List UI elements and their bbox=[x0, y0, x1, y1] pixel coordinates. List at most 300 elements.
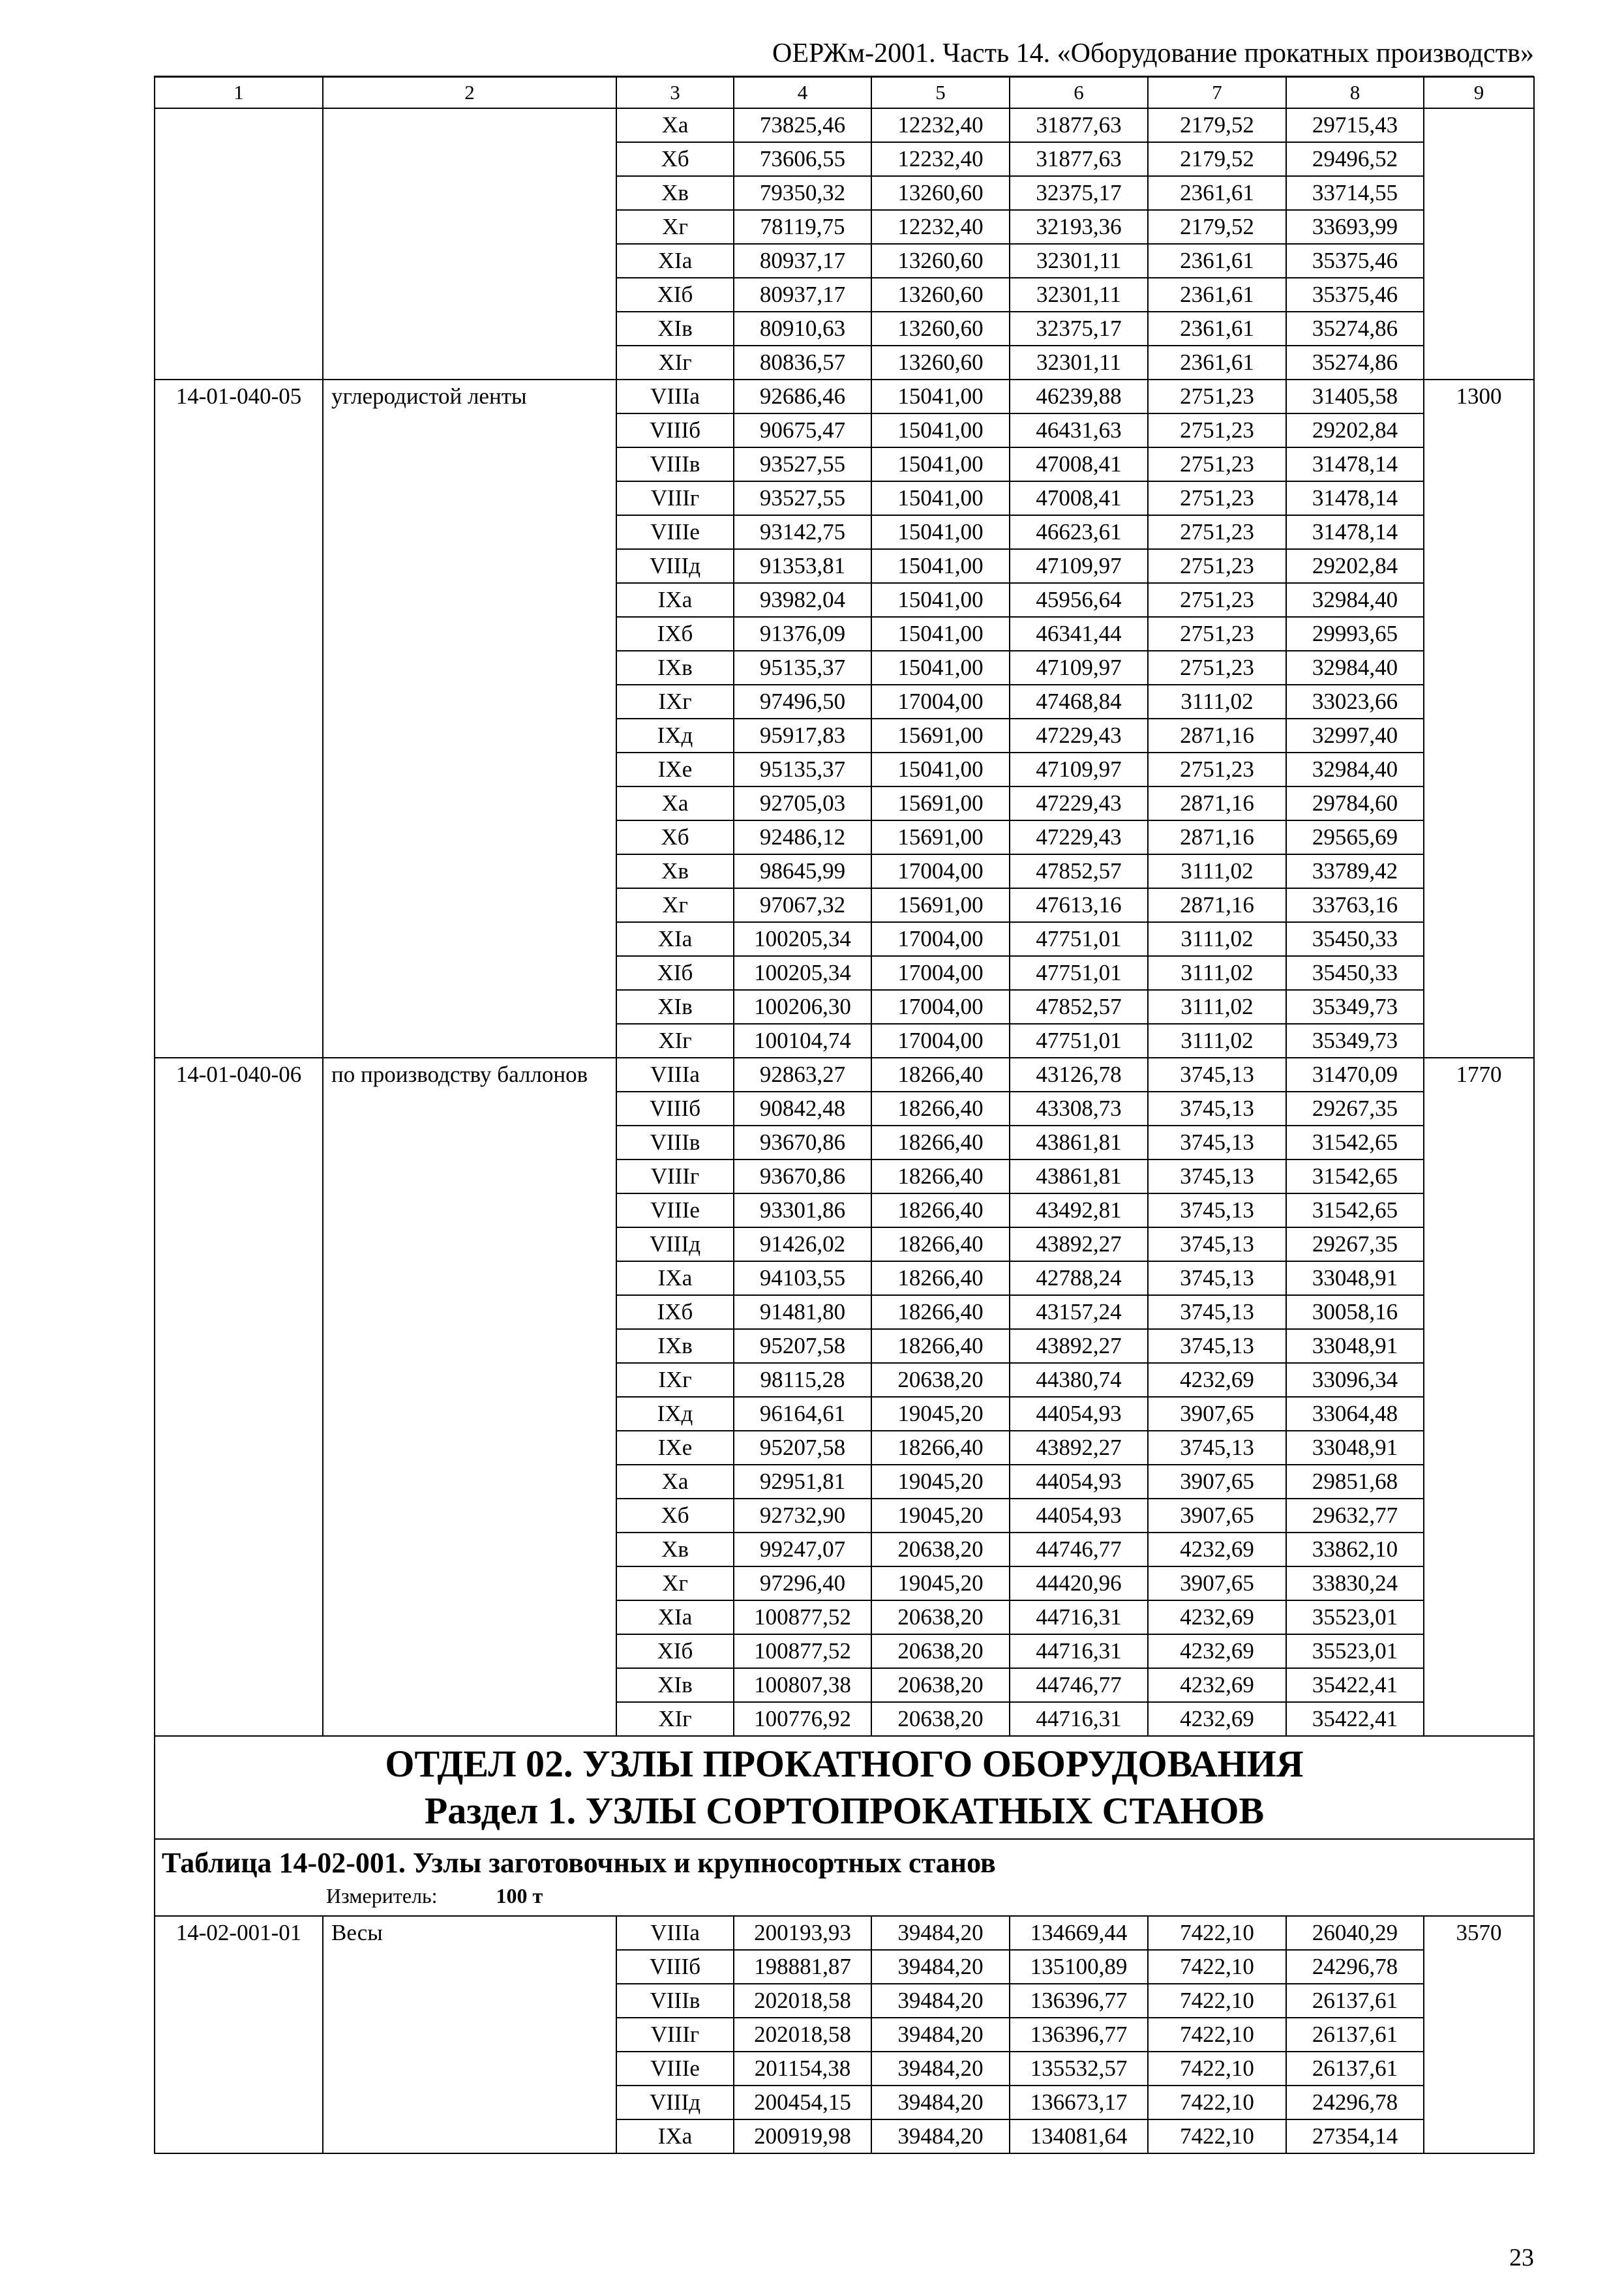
cost-value: 99247,07 bbox=[734, 1533, 871, 1566]
cost-value: 47852,57 bbox=[1010, 990, 1148, 1024]
cost-value: 92951,81 bbox=[734, 1465, 871, 1499]
cost-value: 2361,61 bbox=[1148, 346, 1286, 380]
cost-value: 29784,60 bbox=[1286, 786, 1424, 820]
cost-value: 100205,34 bbox=[734, 922, 871, 956]
cost-value: 17004,00 bbox=[871, 685, 1010, 719]
cost-value: 2751,23 bbox=[1148, 447, 1286, 481]
region-code: Xa bbox=[616, 108, 734, 142]
cost-value: 31478,14 bbox=[1286, 481, 1424, 515]
cost-value: 92486,12 bbox=[734, 820, 871, 854]
region-code: VIIIг bbox=[616, 481, 734, 515]
cost-value: 43892,27 bbox=[1010, 1431, 1148, 1465]
column-number: 7 bbox=[1148, 77, 1286, 108]
cost-value: 47008,41 bbox=[1010, 447, 1148, 481]
cost-value: 3907,65 bbox=[1148, 1499, 1286, 1533]
cost-value: 47852,57 bbox=[1010, 854, 1148, 888]
cost-value: 39484,20 bbox=[871, 2086, 1010, 2119]
cost-value: 95917,83 bbox=[734, 719, 871, 753]
cost-value: 3907,65 bbox=[1148, 1566, 1286, 1600]
cost-value: 7422,10 bbox=[1148, 2119, 1286, 2153]
cost-value: 2871,16 bbox=[1148, 820, 1286, 854]
region-code: VIIIд bbox=[616, 549, 734, 583]
table-caption-title: Таблица 14-02-001. Узлы заготовочных и крупносортных станов bbox=[162, 1847, 996, 1879]
measure-unit: 100 т bbox=[496, 1884, 543, 1908]
cost-value: 35274,86 bbox=[1286, 312, 1424, 346]
cost-value: 33023,66 bbox=[1286, 685, 1424, 719]
cost-value: 18266,40 bbox=[871, 1058, 1010, 1092]
cost-value: 20638,20 bbox=[871, 1634, 1010, 1668]
cost-value: 39484,20 bbox=[871, 2119, 1010, 2153]
region-code: IXa bbox=[616, 583, 734, 617]
cost-value: 2179,52 bbox=[1148, 210, 1286, 244]
cost-value: 2871,16 bbox=[1148, 786, 1286, 820]
region-code: Xa bbox=[616, 1465, 734, 1499]
cost-value: 100877,52 bbox=[734, 1634, 871, 1668]
cost-value: 43892,27 bbox=[1010, 1329, 1148, 1363]
cost-value: 2751,23 bbox=[1148, 583, 1286, 617]
region-code: XIб bbox=[616, 1634, 734, 1668]
table-caption-row bbox=[155, 1839, 1534, 1916]
cost-value: 95207,58 bbox=[734, 1329, 871, 1363]
cost-value: 29267,35 bbox=[1286, 1227, 1424, 1261]
cost-value: 43861,81 bbox=[1010, 1159, 1148, 1193]
column-number: 8 bbox=[1286, 77, 1424, 108]
cost-value: 31542,65 bbox=[1286, 1193, 1424, 1227]
cost-value: 4232,69 bbox=[1148, 1634, 1286, 1668]
region-code: IXд bbox=[616, 719, 734, 753]
cost-value: 44716,31 bbox=[1010, 1634, 1148, 1668]
region-code: VIIIб bbox=[616, 1950, 734, 1984]
cost-value: 15041,00 bbox=[871, 617, 1010, 651]
region-code: XIг bbox=[616, 1702, 734, 1736]
region-code: VIIIг bbox=[616, 1159, 734, 1193]
cost-value: 3111,02 bbox=[1148, 854, 1286, 888]
cost-value: 2179,52 bbox=[1148, 108, 1286, 142]
cost-value: 15041,00 bbox=[871, 753, 1010, 786]
cost-value: 97296,40 bbox=[734, 1566, 871, 1600]
cost-value: 44380,74 bbox=[1010, 1363, 1148, 1397]
cost-value: 15041,00 bbox=[871, 481, 1010, 515]
cost-value: 47751,01 bbox=[1010, 922, 1148, 956]
cost-value: 42788,24 bbox=[1010, 1261, 1148, 1295]
cost-value: 2361,61 bbox=[1148, 278, 1286, 312]
cost-value: 32984,40 bbox=[1286, 651, 1424, 685]
cost-value: 43861,81 bbox=[1010, 1126, 1148, 1159]
cost-value: 29267,35 bbox=[1286, 1092, 1424, 1126]
cost-value: 18266,40 bbox=[871, 1092, 1010, 1126]
region-code: Xв bbox=[616, 1533, 734, 1566]
region-code: VIIIe bbox=[616, 515, 734, 549]
cost-value: 90842,48 bbox=[734, 1092, 871, 1126]
region-code: IXб bbox=[616, 1295, 734, 1329]
cost-value: 134081,64 bbox=[1010, 2119, 1148, 2153]
cost-value: 100877,52 bbox=[734, 1600, 871, 1634]
cost-value: 33064,48 bbox=[1286, 1397, 1424, 1431]
cost-value: 35422,41 bbox=[1286, 1702, 1424, 1736]
column-number: 6 bbox=[1010, 77, 1148, 108]
cost-value: 46431,63 bbox=[1010, 413, 1148, 447]
cost-value: 32301,11 bbox=[1010, 244, 1148, 278]
cost-value: 95207,58 bbox=[734, 1431, 871, 1465]
labor-value: 3570 bbox=[1424, 1916, 1534, 2153]
cost-value: 95135,37 bbox=[734, 651, 871, 685]
cost-value: 20638,20 bbox=[871, 1668, 1010, 1702]
cost-value: 18266,40 bbox=[871, 1431, 1010, 1465]
cost-value: 15041,00 bbox=[871, 447, 1010, 481]
table-row bbox=[155, 108, 1534, 142]
cost-value: 29496,52 bbox=[1286, 142, 1424, 176]
cost-value: 31877,63 bbox=[1010, 108, 1148, 142]
cost-value: 2751,23 bbox=[1148, 651, 1286, 685]
cost-value: 100776,92 bbox=[734, 1702, 871, 1736]
region-code: VIIIв bbox=[616, 1984, 734, 2018]
cost-value: 44746,77 bbox=[1010, 1533, 1148, 1566]
item-name: Весы bbox=[323, 1916, 616, 2153]
region-code: XIв bbox=[616, 1668, 734, 1702]
cost-value: 35523,01 bbox=[1286, 1600, 1424, 1634]
cost-value: 78119,75 bbox=[734, 210, 871, 244]
cost-value: 31470,09 bbox=[1286, 1058, 1424, 1092]
cost-value: 44054,93 bbox=[1010, 1465, 1148, 1499]
cost-value: 30058,16 bbox=[1286, 1295, 1424, 1329]
cost-value: 7422,10 bbox=[1148, 1984, 1286, 2018]
column-number: 5 bbox=[871, 77, 1010, 108]
cost-value: 35450,33 bbox=[1286, 922, 1424, 956]
region-code: Xб bbox=[616, 820, 734, 854]
cost-value: 31478,14 bbox=[1286, 447, 1424, 481]
region-code: XIг bbox=[616, 1024, 734, 1058]
cost-value: 29202,84 bbox=[1286, 413, 1424, 447]
cost-value: 100206,30 bbox=[734, 990, 871, 1024]
cost-value: 18266,40 bbox=[871, 1261, 1010, 1295]
cost-value: 97496,50 bbox=[734, 685, 871, 719]
region-code: VIIIв bbox=[616, 447, 734, 481]
cost-value: 93142,75 bbox=[734, 515, 871, 549]
cost-value: 33048,91 bbox=[1286, 1329, 1424, 1363]
cost-value: 13260,60 bbox=[871, 346, 1010, 380]
cost-value: 29565,69 bbox=[1286, 820, 1424, 854]
cost-value: 31542,65 bbox=[1286, 1159, 1424, 1193]
region-code: IXд bbox=[616, 1397, 734, 1431]
cost-value: 80937,17 bbox=[734, 244, 871, 278]
cost-value: 202018,58 bbox=[734, 1984, 871, 2018]
cost-value: 13260,60 bbox=[871, 244, 1010, 278]
cost-value: 35375,46 bbox=[1286, 244, 1424, 278]
cost-value: 20638,20 bbox=[871, 1533, 1010, 1566]
cost-value: 43157,24 bbox=[1010, 1295, 1148, 1329]
cost-value: 93301,86 bbox=[734, 1193, 871, 1227]
cost-value: 32375,17 bbox=[1010, 312, 1148, 346]
cost-value: 32193,36 bbox=[1010, 210, 1148, 244]
cost-value: 4232,69 bbox=[1148, 1533, 1286, 1566]
cost-value: 15041,00 bbox=[871, 380, 1010, 413]
cost-value: 27354,14 bbox=[1286, 2119, 1424, 2153]
cost-value: 15041,00 bbox=[871, 583, 1010, 617]
rate-code: 14-01-040-06 bbox=[155, 1058, 323, 1736]
cost-value: 43492,81 bbox=[1010, 1193, 1148, 1227]
cost-value: 12232,40 bbox=[871, 142, 1010, 176]
cost-value: 19045,20 bbox=[871, 1499, 1010, 1533]
region-code: VIIIa bbox=[616, 1916, 734, 1950]
rates-table bbox=[154, 76, 1535, 2154]
region-code: IXб bbox=[616, 617, 734, 651]
cost-value: 4232,69 bbox=[1148, 1702, 1286, 1736]
cost-value: 29851,68 bbox=[1286, 1465, 1424, 1499]
region-code: IXe bbox=[616, 1431, 734, 1465]
cost-value: 18266,40 bbox=[871, 1295, 1010, 1329]
measure-line bbox=[155, 1883, 1533, 1909]
cost-value: 100104,74 bbox=[734, 1024, 871, 1058]
cost-value: 92863,27 bbox=[734, 1058, 871, 1092]
cost-value: 3745,13 bbox=[1148, 1261, 1286, 1295]
cost-value: 4232,69 bbox=[1148, 1363, 1286, 1397]
cost-value: 200454,15 bbox=[734, 2086, 871, 2119]
cost-value: 33714,55 bbox=[1286, 176, 1424, 210]
cost-value: 3111,02 bbox=[1148, 922, 1286, 956]
region-code: VIIIa bbox=[616, 380, 734, 413]
cost-value: 19045,20 bbox=[871, 1397, 1010, 1431]
cost-value: 15041,00 bbox=[871, 549, 1010, 583]
cost-value: 18266,40 bbox=[871, 1193, 1010, 1227]
cost-value: 7422,10 bbox=[1148, 2052, 1286, 2086]
cost-value: 15691,00 bbox=[871, 719, 1010, 753]
cost-value: 32997,40 bbox=[1286, 719, 1424, 753]
cost-value: 24296,78 bbox=[1286, 1950, 1424, 1984]
cost-value: 136396,77 bbox=[1010, 1984, 1148, 2018]
cost-value: 33693,99 bbox=[1286, 210, 1424, 244]
cost-value: 2751,23 bbox=[1148, 753, 1286, 786]
cost-value: 12232,40 bbox=[871, 108, 1010, 142]
region-code: XIб bbox=[616, 956, 734, 990]
item-name: по производству баллонов bbox=[323, 1058, 616, 1736]
cost-value: 7422,10 bbox=[1148, 2086, 1286, 2119]
cost-value: 93527,55 bbox=[734, 447, 871, 481]
cost-value: 2361,61 bbox=[1148, 176, 1286, 210]
cost-value: 47229,43 bbox=[1010, 786, 1148, 820]
cost-value: 43126,78 bbox=[1010, 1058, 1148, 1092]
cost-value: 33763,16 bbox=[1286, 888, 1424, 922]
cost-value: 3745,13 bbox=[1148, 1159, 1286, 1193]
cost-value: 44716,31 bbox=[1010, 1600, 1148, 1634]
region-code: IXв bbox=[616, 1329, 734, 1363]
labor-value bbox=[1424, 108, 1534, 380]
region-code: VIIIe bbox=[616, 2052, 734, 2086]
cost-value: 2751,23 bbox=[1148, 481, 1286, 515]
cost-value: 26137,61 bbox=[1286, 1984, 1424, 2018]
cost-value: 47751,01 bbox=[1010, 1024, 1148, 1058]
cost-value: 73606,55 bbox=[734, 142, 871, 176]
cost-value: 39484,20 bbox=[871, 1916, 1010, 1950]
region-code: Xб bbox=[616, 1499, 734, 1533]
cost-value: 93982,04 bbox=[734, 583, 871, 617]
cost-value: 20638,20 bbox=[871, 1600, 1010, 1634]
cost-value: 32301,11 bbox=[1010, 278, 1148, 312]
cost-value: 17004,00 bbox=[871, 854, 1010, 888]
cost-value: 98115,28 bbox=[734, 1363, 871, 1397]
measure-label: Измеритель: bbox=[326, 1884, 438, 1908]
cost-value: 135532,57 bbox=[1010, 2052, 1148, 2086]
cost-value: 33048,91 bbox=[1286, 1261, 1424, 1295]
cost-value: 18266,40 bbox=[871, 1126, 1010, 1159]
region-code: XIб bbox=[616, 278, 734, 312]
cost-value: 3745,13 bbox=[1148, 1329, 1286, 1363]
cost-value: 3745,13 bbox=[1148, 1227, 1286, 1261]
region-code: XIa bbox=[616, 922, 734, 956]
cost-value: 32984,40 bbox=[1286, 583, 1424, 617]
cost-value: 80910,63 bbox=[734, 312, 871, 346]
cost-value: 47229,43 bbox=[1010, 820, 1148, 854]
cost-value: 2751,23 bbox=[1148, 617, 1286, 651]
cost-value: 7422,10 bbox=[1148, 1916, 1286, 1950]
table-caption bbox=[155, 1839, 1534, 1916]
cost-value: 3111,02 bbox=[1148, 990, 1286, 1024]
department-heading bbox=[155, 1736, 1534, 1839]
cost-value: 100807,38 bbox=[734, 1668, 871, 1702]
cost-value: 26040,29 bbox=[1286, 1916, 1424, 1950]
region-code: IXe bbox=[616, 753, 734, 786]
region-code: IXa bbox=[616, 2119, 734, 2153]
cost-value: 31542,65 bbox=[1286, 1126, 1424, 1159]
cost-value: 44746,77 bbox=[1010, 1668, 1148, 1702]
cost-value: 15691,00 bbox=[871, 888, 1010, 922]
region-code: VIIIб bbox=[616, 413, 734, 447]
cost-value: 97067,32 bbox=[734, 888, 871, 922]
cost-value: 44716,31 bbox=[1010, 1702, 1148, 1736]
cost-value: 24296,78 bbox=[1286, 2086, 1424, 2119]
cost-value: 3745,13 bbox=[1148, 1126, 1286, 1159]
cost-value: 39484,20 bbox=[871, 1984, 1010, 2018]
cost-value: 3907,65 bbox=[1148, 1465, 1286, 1499]
cost-value: 3745,13 bbox=[1148, 1092, 1286, 1126]
cost-value: 201154,38 bbox=[734, 2052, 871, 2086]
cost-value: 31877,63 bbox=[1010, 142, 1148, 176]
region-code: Xг bbox=[616, 888, 734, 922]
cost-value: 15041,00 bbox=[871, 651, 1010, 685]
cost-value: 4232,69 bbox=[1148, 1668, 1286, 1702]
rate-code: 14-02-001-01 bbox=[155, 1916, 323, 2153]
cost-value: 2751,23 bbox=[1148, 380, 1286, 413]
column-number: 2 bbox=[323, 77, 616, 108]
cost-value: 32375,17 bbox=[1010, 176, 1148, 210]
labor-value: 1770 bbox=[1424, 1058, 1534, 1736]
cost-value: 3745,13 bbox=[1148, 1193, 1286, 1227]
table-row bbox=[155, 1058, 1534, 1092]
cost-value: 91426,02 bbox=[734, 1227, 871, 1261]
region-code: Xв bbox=[616, 176, 734, 210]
cost-value: 18266,40 bbox=[871, 1227, 1010, 1261]
cost-value: 2361,61 bbox=[1148, 312, 1286, 346]
cost-value: 46341,44 bbox=[1010, 617, 1148, 651]
region-code: Xв bbox=[616, 854, 734, 888]
cost-value: 35422,41 bbox=[1286, 1668, 1424, 1702]
cost-value: 3111,02 bbox=[1148, 685, 1286, 719]
region-code: XIв bbox=[616, 312, 734, 346]
region-code: XIa bbox=[616, 244, 734, 278]
cost-value: 47613,16 bbox=[1010, 888, 1148, 922]
cost-value: 31405,58 bbox=[1286, 380, 1424, 413]
cost-value: 2871,16 bbox=[1148, 888, 1286, 922]
cost-value: 35375,46 bbox=[1286, 278, 1424, 312]
cost-value: 98645,99 bbox=[734, 854, 871, 888]
cost-value: 12232,40 bbox=[871, 210, 1010, 244]
table-row bbox=[155, 380, 1534, 413]
department-title: ОТДЕЛ 02. УЗЛЫ ПРОКАТНОГО ОБОРУДОВАНИЯ bbox=[385, 1743, 1304, 1785]
cost-value: 3907,65 bbox=[1148, 1397, 1286, 1431]
column-number: 9 bbox=[1424, 77, 1534, 108]
item-name: углеродистой ленты bbox=[323, 380, 616, 1058]
cost-value: 200919,98 bbox=[734, 2119, 871, 2153]
cost-value: 91376,09 bbox=[734, 617, 871, 651]
cost-value: 26137,61 bbox=[1286, 2018, 1424, 2052]
cost-value: 13260,60 bbox=[871, 278, 1010, 312]
cost-value: 7422,10 bbox=[1148, 2018, 1286, 2052]
department-row bbox=[155, 1736, 1534, 1839]
column-number: 3 bbox=[616, 77, 734, 108]
cost-value: 3111,02 bbox=[1148, 1024, 1286, 1058]
cost-value: 2871,16 bbox=[1148, 719, 1286, 753]
cost-value: 2361,61 bbox=[1148, 244, 1286, 278]
cost-value: 46239,88 bbox=[1010, 380, 1148, 413]
cost-value: 47109,97 bbox=[1010, 651, 1148, 685]
cost-value: 15041,00 bbox=[871, 515, 1010, 549]
cost-value: 32984,40 bbox=[1286, 753, 1424, 786]
cost-value: 200193,93 bbox=[734, 1916, 871, 1950]
region-code: Xг bbox=[616, 210, 734, 244]
table-row bbox=[155, 1916, 1534, 1950]
cost-value: 35349,73 bbox=[1286, 990, 1424, 1024]
column-number: 1 bbox=[155, 77, 323, 108]
cost-value: 33830,24 bbox=[1286, 1566, 1424, 1600]
cost-value: 19045,20 bbox=[871, 1465, 1010, 1499]
cost-value: 3111,02 bbox=[1148, 956, 1286, 990]
region-code: XIa bbox=[616, 1600, 734, 1634]
cost-value: 198881,87 bbox=[734, 1950, 871, 1984]
page-header bbox=[154, 37, 1534, 78]
cost-value: 20638,20 bbox=[871, 1363, 1010, 1397]
cost-value: 15691,00 bbox=[871, 820, 1010, 854]
region-code: VIIIa bbox=[616, 1058, 734, 1092]
cost-value: 44420,96 bbox=[1010, 1566, 1148, 1600]
page-number: 23 bbox=[1509, 2244, 1534, 2271]
cost-value: 91353,81 bbox=[734, 549, 871, 583]
cost-value: 29993,65 bbox=[1286, 617, 1424, 651]
cost-value: 17004,00 bbox=[871, 956, 1010, 990]
item-name bbox=[323, 108, 616, 380]
region-code: VIIIб bbox=[616, 1092, 734, 1126]
cost-value: 44054,93 bbox=[1010, 1397, 1148, 1431]
cost-value: 15691,00 bbox=[871, 786, 1010, 820]
cost-value: 92732,90 bbox=[734, 1499, 871, 1533]
region-code: VIIIд bbox=[616, 1227, 734, 1261]
region-code: IXв bbox=[616, 651, 734, 685]
cost-value: 13260,60 bbox=[871, 312, 1010, 346]
cost-value: 15041,00 bbox=[871, 413, 1010, 447]
cost-value: 32301,11 bbox=[1010, 346, 1148, 380]
rate-code: 14-01-040-05 bbox=[155, 380, 323, 1058]
cost-value: 47229,43 bbox=[1010, 719, 1148, 753]
cost-value: 45956,64 bbox=[1010, 583, 1148, 617]
cost-value: 4232,69 bbox=[1148, 1600, 1286, 1634]
cost-value: 33862,10 bbox=[1286, 1533, 1424, 1566]
cost-value: 35274,86 bbox=[1286, 346, 1424, 380]
cost-value: 136396,77 bbox=[1010, 2018, 1148, 2052]
cost-value: 39484,20 bbox=[871, 1950, 1010, 1984]
cost-value: 80937,17 bbox=[734, 278, 871, 312]
cost-value: 33096,34 bbox=[1286, 1363, 1424, 1397]
cost-value: 136673,17 bbox=[1010, 2086, 1148, 2119]
region-code: VIIIг bbox=[616, 2018, 734, 2052]
cost-value: 92705,03 bbox=[734, 786, 871, 820]
